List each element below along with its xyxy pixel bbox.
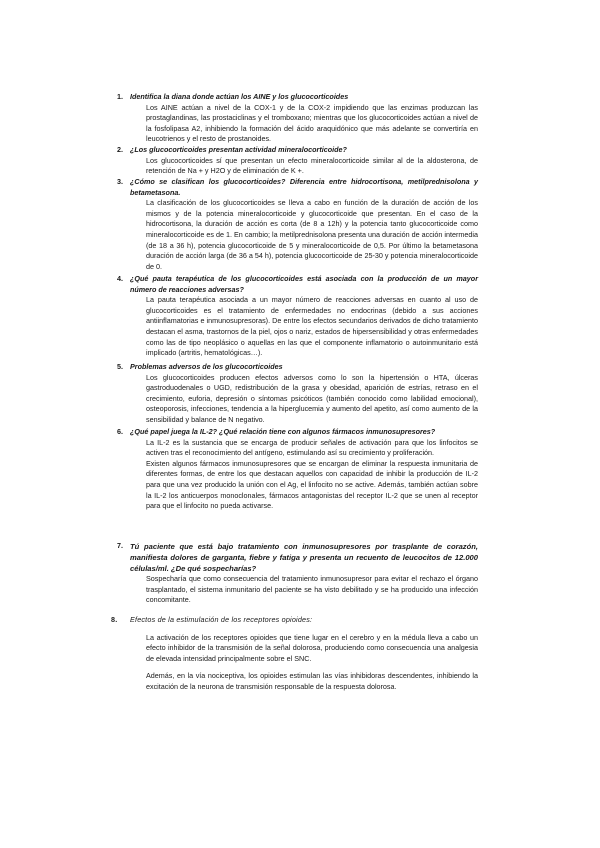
question-5 bbox=[117, 362, 478, 373]
question-2 bbox=[117, 145, 478, 156]
answer-8b: Además, en la vía nociceptiva, los opioides estimulan las vías inhibidoras descendentes, inhibiendo la excitación de la neurona de transmisión responsable de la respuesta dolorosa. bbox=[146, 671, 478, 691]
answer-6a: La IL-2 es la sustancia que se encarga de producir señales de activación para que los linfocitos se activen tras el reconocimiento del antígeno, estimulando así su crecimiento y proliferación. bbox=[146, 437, 478, 458]
question-8 bbox=[111, 615, 478, 626]
answer-6b: Existen algunos fármacos inmunosupresores que se encargan de eliminar la respuesta inmunitaria de diferentes formas, de entre los que destacan aquellos con capacidad de inhibir la producción de IL-2 para que una vez producido la unión con el Ag, el linfocito no se active. Además, también actúan sobre la IL-2 los anticuerpos monoclonales, fármacos antagonistas del receptor IL-2 que se unen al receptor para que el linfocito no pueda activarse. bbox=[146, 458, 478, 511]
question-number-2: 2. bbox=[117, 145, 123, 154]
question-number-4: 4. bbox=[117, 274, 123, 283]
answer-7: Sospecharía que como consecuencia del tratamiento inmunosupresor para evitar el rechazo el órgano trasplantado, el sistema inmunitario del paciente se ha visto debilitado y se ha producido una infección concomitante. bbox=[146, 574, 478, 605]
question-text-2: ¿Los glucocorticoides presentan actividad mineralocorticoide? bbox=[130, 145, 347, 154]
answer-4: La pauta terapéutica asociada a un mayor número de reacciones adversas en cuanto al uso de glucocorticoides es el tratamiento de enfermedades no endocrinas (debido a sus acciones antiinflamatorias e inmunosupresoras). De entre los efectos secundarios derivados de dicho tratamiento destacan el asma, trastornos de la piel, ojos o nariz, estados de hipersensibilidad y otras enfermedades como las de tipo neoplásico o aquellas en las que el componente inflamatorio o autoinmunitario está implicado (artritis, hematológicas…). bbox=[146, 295, 478, 358]
question-block-7 bbox=[117, 541, 478, 606]
answer-5: Los glucocorticoides producen efectos adversos como lo son la hipertensión o HTA, úlceras gastroduodenales o UGD, redistribución de la grasa y obesidad, aparición de estrías, retraso en el crecimiento, euforia, depresión o síntomas psicóticos (también conocido como labilidad emocional), osteoporosis, infecciones, tendencia a la hiperglucemia y aumento del apetito, así como aumento de la sensibilidad y balance de N negativo. bbox=[146, 372, 478, 424]
answer-2: Los glucocorticoides sí que presentan un efecto mineralocorticoide similar al de la aldosterona, de retención de Na + y H2O y de eliminación de K +. bbox=[146, 155, 478, 176]
question-text-3: ¿Cómo se clasifican los glucocorticoides? Diferencia entre hidrocortisona, metilprednisolona y betametasona. bbox=[130, 177, 478, 197]
question-4 bbox=[117, 274, 478, 295]
question-block-8 bbox=[111, 615, 478, 693]
question-6 bbox=[117, 427, 478, 438]
question-7 bbox=[117, 541, 478, 574]
question-text-1: Identifica la diana donde actúan los AINE y los glucocorticoides bbox=[130, 92, 349, 101]
question-number-8: 8. bbox=[111, 615, 118, 624]
question-block-4 bbox=[117, 274, 478, 359]
question-block-2 bbox=[117, 145, 478, 177]
question-text-5: Problemas adversos de los glucocorticoides bbox=[130, 362, 283, 371]
question-block-6 bbox=[117, 427, 478, 512]
answer-3: La clasificación de los glucocorticoides se lleva a cabo en función de la duración de acción de los mismos y de la potencia mineralocorticoide y glucocorticoide que presentan. En el caso de la hidrocortisona, la duración de acción es corta (de 8 a 12h) y la potencia tanto glucocorticoide como mineralocorticoide es de 1. En cambio; la metilprednisolona presenta una duración de acción intermedia (de 18 a 36 h), potencia glucocorticoide de 5 y mineralocorticoide de 0,5. Por último la betametasona duración de acción larga (de 36 a 54 h), potencia glucocorticoide de 25-30 y potencia mineralocorticoide de 0. bbox=[146, 198, 478, 271]
question-block-3 bbox=[117, 177, 478, 272]
question-number-3: 3. bbox=[117, 177, 123, 186]
question-text-6: ¿Qué papel juega la IL-2? ¿Qué relación tiene con algunos fármacos inmunosupresores? bbox=[130, 427, 436, 436]
question-block-1 bbox=[117, 92, 478, 145]
question-number-5: 5. bbox=[117, 362, 123, 371]
question-3 bbox=[117, 177, 478, 198]
question-number-6: 6. bbox=[117, 427, 123, 436]
question-number-7: 7. bbox=[117, 541, 123, 550]
question-text-7: Tú paciente que está bajo tratamiento con inmunosupresores por trasplante de corazón, manifiesta dolores de garganta, fiebre y fatiga y presenta un recuento de leucocitos de 12.000 células/ml. ¿De qué sospecharías? bbox=[130, 542, 478, 573]
answer-1: Los AINE actúan a nivel de la COX-1 y de la COX-2 impidiendo que las enzimas produzcan las prostaglandinas, las prostaciclinas y el tromboxano; mientras que los glucocorticoides actúan a nivel de la fosfolipasa A2, inhibiendo la formación del ácido araquidónico que más adelante se convertiría en leucotrienos y el resto de prostanoides. bbox=[146, 102, 478, 144]
question-text-4: ¿Qué pauta terapéutica de los glucocorticoides está asociada con la producción de un mayor número de reacciones adversas? bbox=[130, 274, 478, 294]
question-text-8: Efectos de la estimulación de los receptores opioides: bbox=[130, 615, 313, 624]
question-number-1: 1. bbox=[117, 92, 123, 101]
question-1 bbox=[117, 92, 478, 103]
question-block-5 bbox=[117, 362, 478, 426]
answer-8a: La activación de los receptores opioides que tiene lugar en el cerebro y en la médula lleva a cabo un efecto inhibidor de la transmisión de la señal dolorosa, produciendo como consecuencia una analgesia de elevada intensidad principalmente sobre el SNC. bbox=[146, 632, 478, 663]
